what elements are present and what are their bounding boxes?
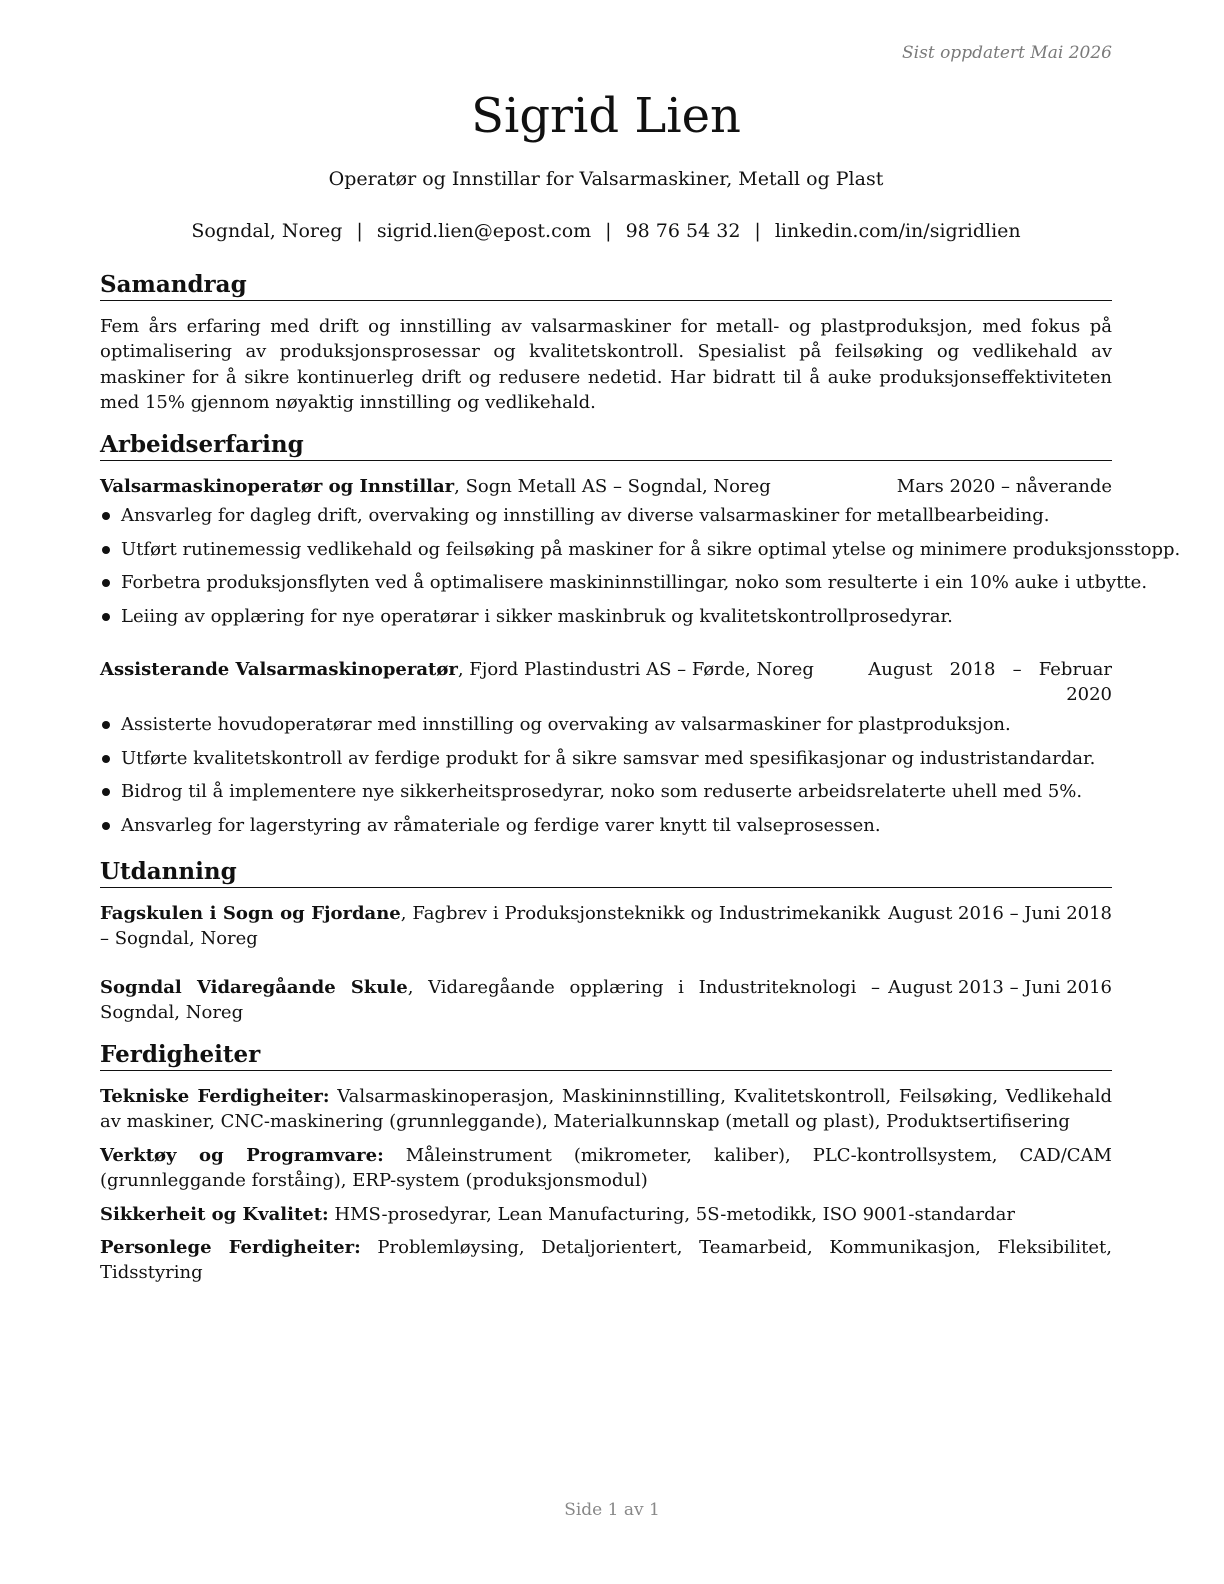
page-number: Side 1 av 1 — [564, 1500, 660, 1520]
education-dates: August 2016 – Juni 2018 — [888, 903, 1112, 924]
education-dates: August 2013 – Juni 2016 — [888, 977, 1112, 998]
list-item: Assisterte hovudoperatørar med innstilling og overvaking av valsarmaskiner for plastproduksjon. — [100, 712, 1112, 746]
candidate-name: Sigrid Lien — [471, 88, 741, 144]
skill-label: Verktøy og Programvare: — [100, 1145, 384, 1166]
school-name: Fagskulen i Sogn og Fjordane — [100, 903, 401, 924]
job-company: , Fjord Plastindustri AS – Førde, Noreg — [457, 659, 814, 680]
summary-text: Fem års erfaring med drift og innstilling av valsarmaskiner for metall- og plastproduksjon, med fokus på optimalisering av produksjonsprosessar og kvalitetskontroll. Spesialist på feilsøking og vedlikehald av maskiner for å sikre kontinuerleg drift og redusere nedetid. Har bidratt til å auke produksjonseffektiviteten med 15% gjennom nøyaktig innstilling og vedlikehald. — [100, 316, 1112, 413]
section-title-experience: Arbeidserfaring — [100, 430, 1112, 461]
skill-row-safety — [100, 1202, 1112, 1227]
job-dates — [868, 657, 1112, 707]
list-item: Utført rutinemessig vedlikehald og feilsøking på maskiner for å sikre optimal ytelse og minimere produksjonsstopp. — [100, 537, 1112, 571]
list-item: Leiing av opplæring for nye operatørar i sikker maskinbruk og kvalitetskontrollprosedyrar. — [100, 604, 1112, 638]
skill-text: Problemløysing, Detaljorientert, Teamarbeid, Kommunikasjon, Fleksibilitet, Tidsstyring — [100, 1237, 1112, 1283]
skill-text: Måleinstrument (mikrometer, kaliber), PLC-kontrollsystem, CAD/CAM (grunnleggande forståing), ERP-system (produksjonsmodul) — [100, 1145, 1112, 1191]
school-detail: , Vidaregåande opplæring i Industriteknologi – Sogndal, Noreg — [100, 977, 880, 1023]
job-title: Assisterande Valsarmaskinoperatør — [100, 659, 458, 680]
school-name: Sogndal Vidaregåande Skule — [100, 977, 408, 998]
skill-text: Valsarmaskinoperasjon, Maskininnstilling, Kvalitetskontroll, Feilsøking, Vedlikehald av maskiner, CNC-maskinering (grunnleggande), Materialkunnskap (metall og plast), Produktsertifisering — [100, 1086, 1112, 1132]
list-item: Ansvarleg for dagleg drift, overvaking og innstilling av diverse valsarmaskiner for metallbearbeiding. — [100, 503, 1112, 537]
skill-text: HMS-prosedyrar, Lean Manufacturing, 5S-metodikk, ISO 9001-standardar — [328, 1204, 1015, 1225]
education-entry-2 — [100, 975, 1112, 1025]
job-dates: Mars 2020 – nåverande — [896, 476, 1112, 497]
section-title-skills: Ferdigheiter — [100, 1040, 1112, 1071]
job-dates-line: 2020 — [1066, 684, 1112, 705]
list-item: Forbetra produksjonsflyten ved å optimalisere maskininnstillingar, noko som resulterte i ein 10% auke i utbytte. — [100, 570, 1112, 604]
skill-row-tools — [100, 1143, 1112, 1193]
section-title-education: Utdanning — [100, 857, 1112, 888]
skill-label: Personlege Ferdigheiter: — [100, 1237, 361, 1258]
skill-row-personal — [100, 1235, 1112, 1285]
contact-location: Sogndal, Noreg — [191, 220, 343, 242]
job-title: Valsarmaskinoperatør og Innstillar — [100, 476, 455, 497]
contact-separator: | — [754, 220, 761, 242]
contact-line — [100, 218, 1112, 244]
contact-email[interactable]: sigrid.lien@epost.com — [376, 220, 592, 242]
section-title-summary: Samandrag — [100, 270, 1112, 301]
education-entry-1 — [100, 901, 1112, 951]
last-updated: Sist oppdatert Mai 2026 — [902, 43, 1112, 63]
skill-label: Tekniske Ferdigheiter: — [100, 1086, 330, 1107]
job-dates-line: August 2018 – Februar — [868, 659, 1112, 680]
contact-phone: 98 76 54 32 — [625, 220, 741, 242]
job-title-subtitle: Operatør og Innstillar for Valsarmaskiner, Metall og Plast — [328, 168, 884, 190]
list-item: Bidrog til å implementere nye sikkerheitsprosedyrar, noko som reduserte arbeidsrelaterte uhell med 5%. — [100, 779, 1112, 813]
skill-label: Sikkerheit og Kvalitet: — [100, 1204, 329, 1225]
contact-separator: | — [605, 220, 612, 242]
list-item: Utførte kvalitetskontroll av ferdige produkt for å sikre samsvar med spesifikasjonar og industristandardar. — [100, 746, 1112, 780]
school-detail: , Fagbrev i Produksjonsteknikk og Industrimekanikk – Sogndal, Noreg — [100, 903, 881, 949]
contact-separator: | — [356, 220, 363, 242]
contact-linkedin[interactable]: linkedin.com/in/sigridlien — [774, 220, 1021, 242]
job-company: , Sogn Metall AS – Sogndal, Noreg — [454, 476, 771, 497]
skill-row-technical — [100, 1084, 1112, 1134]
job-bullets-2 — [100, 712, 1112, 847]
job-bullets-1 — [100, 503, 1181, 638]
list-item: Ansvarleg for lagerstyring av råmateriale og ferdige varer knytt til valseprosessen. — [100, 813, 1112, 847]
